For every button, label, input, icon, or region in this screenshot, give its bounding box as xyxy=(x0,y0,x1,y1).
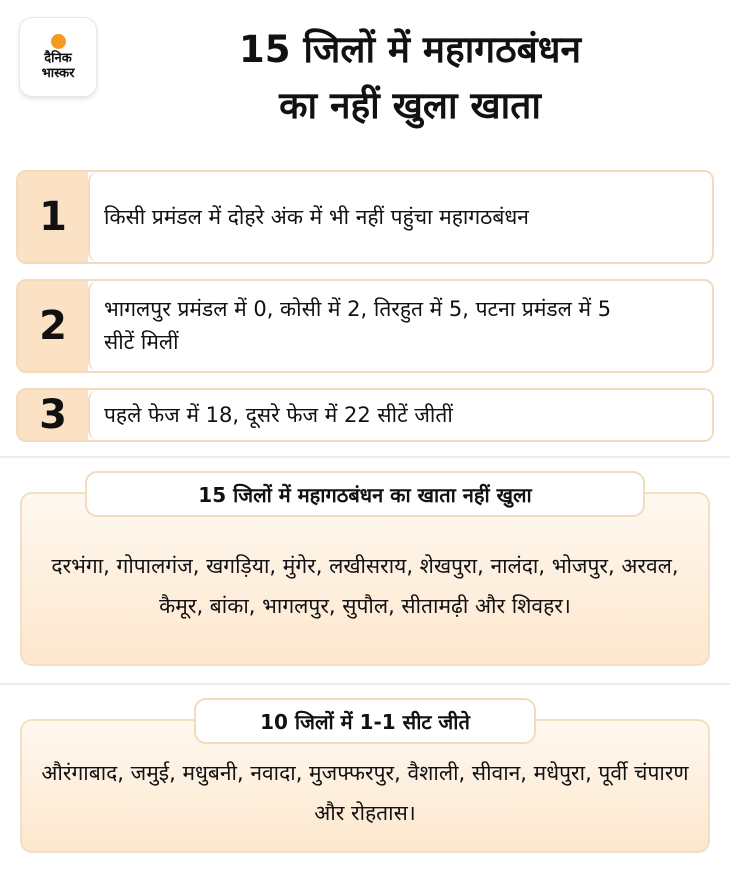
title-line1: 15 जिलों में महागठबंधन xyxy=(238,28,582,71)
divider xyxy=(0,456,730,458)
point-text xyxy=(88,281,712,371)
key-point-3 xyxy=(16,388,714,442)
point-text-content: भागलपुर प्रमंडल में 0, कोसी में 2, तिरहुत में 5, पटना प्रमंडल में 5 सीटें मिलीं xyxy=(104,297,612,354)
sun-icon xyxy=(51,34,66,49)
logo-text-line2: भास्कर xyxy=(41,65,75,81)
page-title xyxy=(110,22,710,134)
title-line2: का नहीं खुला खाता xyxy=(279,84,541,127)
point-text xyxy=(88,390,712,440)
point-text xyxy=(88,172,712,262)
point-number: 1 xyxy=(39,194,67,240)
logo-text-line1: दैनिक xyxy=(44,50,72,66)
zero-seat-districts-list: दरभंगा, गोपालगंज, खगड़िया, मुंगेर, लखीसराय, शेखपुरा, नालंदा, भोजपुर, अरवल, कैमूर, बांका, भागलपुर, सुपौल, सीतामढ़ी और शिवहर। xyxy=(51,554,679,618)
zero-seat-districts-heading: 15 जिलों में महागठबंधन का खाता नहीं खुला xyxy=(85,471,645,517)
key-point-2 xyxy=(16,279,714,373)
point-number: 3 xyxy=(39,392,67,438)
dainik-bhaskar-logo xyxy=(20,18,96,96)
one-seat-districts-heading: 10 जिलों में 1-1 सीट जीते xyxy=(194,698,536,744)
one-seat-districts-list: औरंगाबाद, जमुई, मधुबनी, नवादा, मुजफ्फरपुर, वैशाली, सीवान, मधेपुरा, पूर्वी चंपारण और रोहतास। xyxy=(41,761,689,825)
key-point-1 xyxy=(16,170,714,264)
point-text-content: पहले फेज में 18, दूसरे फेज में 22 सीटें जीतीं xyxy=(104,402,453,427)
point-text-content: किसी प्रमंडल में दोहरे अंक में भी नहीं पहुंचा महागठबंधन xyxy=(104,204,529,229)
point-number: 2 xyxy=(39,303,67,349)
divider xyxy=(0,683,730,685)
zero-seat-districts-box xyxy=(20,492,710,666)
